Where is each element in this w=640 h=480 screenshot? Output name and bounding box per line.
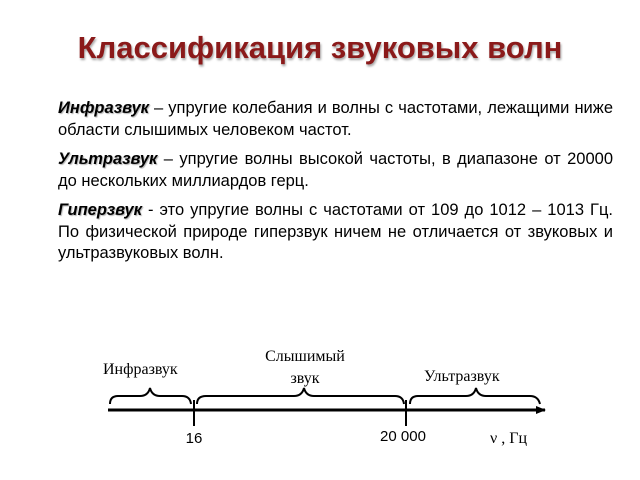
brace-ultrasound bbox=[410, 388, 540, 404]
brace-infrasound bbox=[110, 388, 191, 404]
page-title: Классификация звуковых волн bbox=[77, 30, 563, 65]
label-infrasound: Инфразвук bbox=[103, 361, 178, 378]
label-ultrasound: Ультразвук bbox=[424, 368, 500, 385]
tick-label-20000: 20 000 bbox=[380, 428, 426, 445]
label-audible-line1: Слышимый bbox=[265, 348, 345, 365]
term-hypersound: Гиперзвук bbox=[58, 201, 142, 219]
axis-label-frequency: ν , Гц bbox=[490, 430, 528, 447]
tick-label-16: 16 bbox=[185, 430, 203, 447]
paragraph-ultrasound bbox=[58, 149, 613, 192]
definition-infrasound: – упругие колебания и волны с частотами, лежащими ниже области слышимых человеком частот. bbox=[58, 99, 613, 139]
paragraph-infrasound bbox=[58, 98, 613, 141]
body-text bbox=[58, 98, 613, 273]
frequency-scale-diagram bbox=[0, 330, 640, 480]
brace-audible bbox=[197, 388, 404, 404]
paragraph-hypersound bbox=[58, 200, 613, 265]
term-ultrasound: Ультразвук bbox=[58, 150, 158, 168]
label-audible-line2: звук bbox=[290, 370, 320, 387]
definition-hypersound: - это упругие волны с частотами от 109 до 1012 – 1013 Гц. По физической природе гиперзвук ничем не отличается от звуковых и ультразвуковых волн. bbox=[58, 201, 613, 262]
term-infrasound: Инфразвук bbox=[58, 99, 149, 117]
definition-ultrasound: – упругие волны высокой частоты, в диапазоне от 20000 до нескольких миллиардов герц. bbox=[58, 150, 613, 190]
